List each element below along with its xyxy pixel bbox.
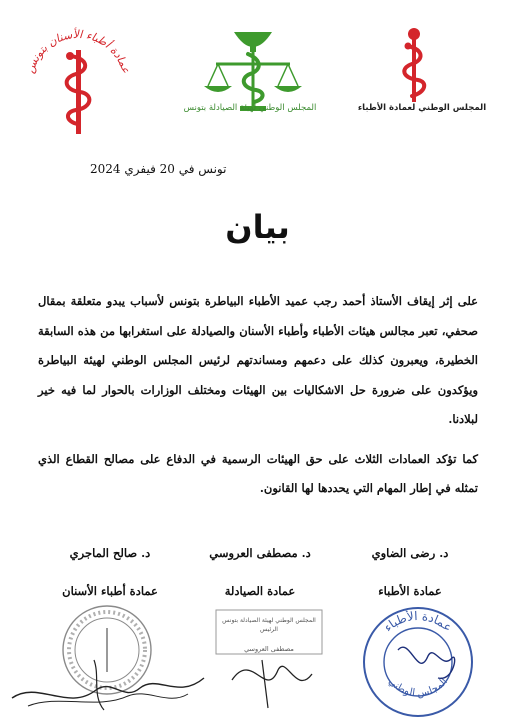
- pharmacists-stamp-name: مصطفى العروسي: [244, 645, 294, 653]
- document-date: تونس في 20 فيفري 2024: [90, 162, 227, 176]
- signatory-org-pharmacists: عمادة الصيادلة: [224, 584, 296, 598]
- pharmacists-logo-caption: المجلس الوطني لهيئة الصيادلة بتونس: [183, 103, 317, 113]
- pharmacists-signature: [222, 640, 322, 710]
- body-paragraph-2: كما تؤكد العمادات الثلاث على حق الهيئات الرسمية في الدفاع على مصالح القطاع الذي تمثله في إطار المهام التي يحددها لها القانون.: [38, 451, 478, 495]
- svg-text:المجلس الوطني: المجلس الوطني: [386, 676, 450, 700]
- signatory-name-doctors: د. رضى الضاوي: [371, 546, 449, 560]
- document-body: [38, 287, 478, 504]
- medical-logo-caption: المجلس الوطني لعمادة الأطباء: [357, 103, 487, 113]
- document-title: بيان: [225, 208, 290, 246]
- signatory-org-dentists: عمادة أطباء الأسنان: [62, 584, 158, 598]
- body-paragraph-1: على إثر إيقاف الأستاذ أحمد رجب عميد الأطباء البياطرة بتونس لأسباب يبدو متعلقة بمقال صحفي، تعبر مجالس هيئات الأطباء وأطباء الأسنان والصيادلة على استغرابها من هذه السابقة الخطيرة، ويعبرون كذلك على دعمهم ومساندتهم لرئيس المجلس الوطني لهيئة البياطرة ويؤكدون على ضرورة حل الاشكاليات بين الهيئات ومختلف الوزارات بالحوار لما فيه خير لبلادنا.: [38, 294, 478, 426]
- signatory-org-doctors: عمادة الأطباء: [378, 584, 442, 598]
- pharmacists-stamp-text: المجلس الوطني لهيئة الصيادلة بتونس الرئيس: [222, 617, 316, 633]
- svg-text:عمادة الأطباء: عمادة الأطباء: [380, 608, 455, 635]
- dentists-signature: [8, 640, 208, 720]
- svg-text:عمادة أطباء الأسنان بتونس: عمادة أطباء الأسنان بتونس: [23, 27, 133, 75]
- signatory-name-dentists: د. صالح الماجري: [69, 546, 151, 560]
- doctors-stamp: [358, 600, 478, 722]
- dental-council-logo: [18, 12, 138, 137]
- signatory-names: [40, 546, 480, 560]
- signatory-name-pharmacists: د. مصطفى العروسي: [209, 546, 311, 560]
